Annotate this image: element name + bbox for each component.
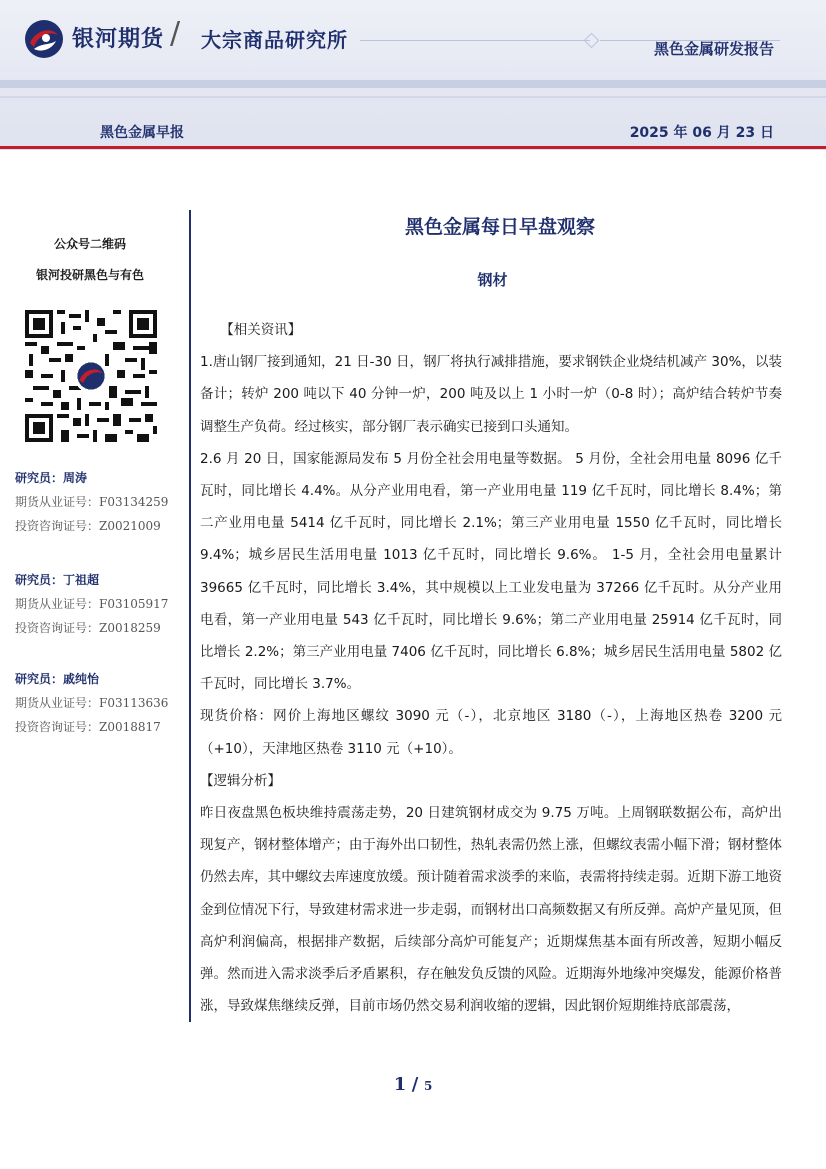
- page-number: [0, 1074, 826, 1095]
- account-name: 银河投研黑色与有色: [35, 268, 144, 282]
- report-date: 2025 年 06 月 23 日: [629, 125, 774, 141]
- header-stripe-thin: [0, 96, 826, 98]
- analyst-block: [15, 667, 168, 739]
- news-item-2: 2.6 月 20 日，国家能源局发布 5 月份全社会用电量等数据。 5 月份，全社会用电量 8096 亿千瓦时，同比增长 4.4%。从分产业用电看，第一产业用电量 119 亿千瓦时，同比增长 8.4%；第二产业用电量 5414 亿千瓦时，同比增长 2.1%；第三产业用电量 1550 亿千瓦时，同比增长 9.4%；城乡居民生活用电量 1013 亿千瓦时，同比增长 9.6%。 1-5 月，全社会用电量累计 39665 亿千瓦时，同比增长 3.4%，其中规模以上工业发电量为 37266 亿千瓦时。从分产业用电看，第一产业用电量 543 亿千瓦时，同比增长 9.6%；第二产业用电量 25914 亿千瓦时，同比增长 2.2%；第三产业用电量 7406 亿千瓦时，同比增长 6.8%；城乡居民生活用电量 5802 亿千瓦时，同比增长 3.7%。: [200, 450, 782, 693]
- analyst-consulting-cert: 投资咨询证号：Z0021009: [15, 519, 161, 533]
- brand-name: 银河期货: [72, 27, 165, 52]
- section-heading-news: 【相关资讯】: [200, 322, 302, 338]
- analyst-futures-cert: 期货从业证号：F03134259: [15, 495, 169, 509]
- analysis-paragraph: 昨日夜盘黑色板块维持震荡走势，20 日建筑钢材成交为 9.75 万吨。上周钢联数据公布，高炉出现复产，钢材整体增产；由于海外出口韧性，热轧表需仍然上涨，但螺纹表需小幅下滑；钢材整体仍然去库，其中螺纹去库速度放缓。预计随着需求淡季的来临，表需将持续走弱。近期下游工地资金到位情况下行，导致建材需求进一步走弱，而钢材出口高频数据又有所反弹。高炉产量见顶，但高炉利润偏高，根据排产数据，后续部分高炉可能复产；近期煤焦基本面有所改善，短期小幅反弹。然而进入需求淡季后矛盾累积，存在触发负反馈的风险。近期海外地缘冲突爆发，能源价格普涨，导致煤焦继续反弹，目前市场仍然交易利润收缩的逻辑，因此钢价短期维持底部震荡，: [200, 805, 782, 1015]
- page-current: 1: [393, 1074, 407, 1095]
- header-divider: [0, 146, 826, 149]
- decorative-line: [360, 40, 590, 41]
- analyst-block: [15, 466, 168, 538]
- spot-prices: 现货价格：网价上海地区螺纹 3090 元（-），北京地区 3180（-），上海地区热卷 3200 元（+10），天津地区热卷 3110 元（+10）。: [200, 708, 782, 757]
- qr-code-icon: [25, 310, 157, 442]
- analyst-consulting-cert: 投资咨询证号：Z0018259: [15, 621, 161, 635]
- page-title: 黑色金属每日早盘观察: [404, 216, 595, 238]
- analyst-name: 研究员：周涛: [15, 471, 88, 485]
- sidebar-divider: [189, 210, 191, 1022]
- report-type: 黑色金属研发报告: [653, 40, 774, 58]
- brand-separator: /: [170, 16, 181, 51]
- section-subtitle: 钢材: [477, 271, 508, 289]
- report-series: 黑色金属早报: [100, 125, 184, 141]
- page-separator: /: [411, 1074, 419, 1095]
- article-body: [200, 314, 782, 1022]
- galaxy-logo-icon: [24, 19, 64, 59]
- analyst-name: 研究员：丁祖超: [15, 573, 100, 587]
- institute-name: 大宗商品研究所: [201, 28, 348, 52]
- news-item-1: 1.唐山钢厂接到通知，21 日-30 日，钢厂将执行减排措施，要求钢铁企业烧结机减产 30%，以装备计；转炉 200 吨以下 40 分钟一炉，200 吨及以上 1 小时一炉（0-8 时）；高炉结合转炉节奏调整生产负荷。经过核实，部分钢厂表示确实已接到口头通知。: [200, 354, 782, 435]
- header-stripe: [0, 80, 826, 88]
- analyst-futures-cert: 期货从业证号：F03113636: [15, 696, 169, 710]
- analyst-futures-cert: 期货从业证号：F03105917: [15, 597, 169, 611]
- qr-label: 公众号二维码: [53, 237, 126, 251]
- section-heading-analysis: 【逻辑分析】: [200, 772, 281, 789]
- analyst-consulting-cert: 投资咨询证号：Z0018817: [15, 720, 161, 734]
- analyst-block: [15, 568, 168, 640]
- analyst-name: 研究员：戚纯怡: [15, 672, 100, 686]
- page-total: 5: [423, 1079, 433, 1093]
